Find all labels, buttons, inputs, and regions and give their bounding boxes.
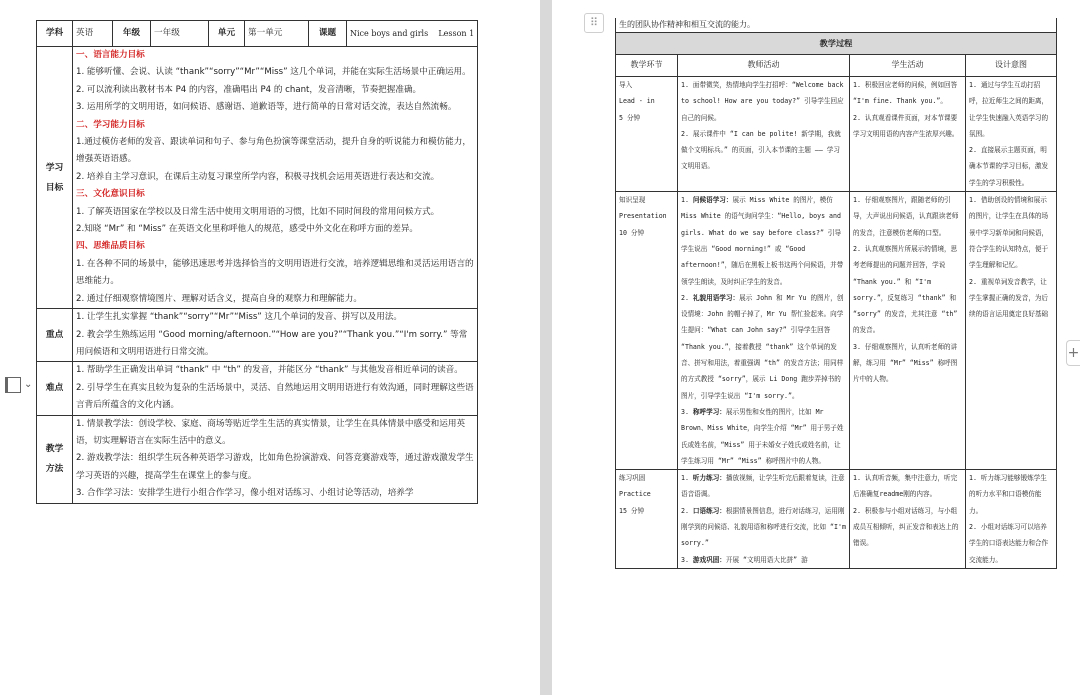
col-stage: 教学环节 <box>616 55 678 77</box>
key-points-label: 重点 <box>37 309 73 362</box>
method-label-line1: 教学 <box>45 444 64 455</box>
goals-label-line1: 学习 <box>45 162 64 173</box>
key-point: 1. 让学生扎实掌握 “thank”“sorry”“Mr”“Miss” 这几个单词的发音、拼写以及用法。 <box>76 312 402 323</box>
step-title: 礼貌用语学习： <box>692 293 740 302</box>
step-title: 游戏巩固： <box>692 555 726 564</box>
goal-item: 1. 在各种不同的场景中，能够迅速思考并选择恰当的文明用语进行交流，培养逻辑思维和灵活运用语言的思维能力。 <box>76 258 474 287</box>
banner-row <box>616 33 1057 55</box>
goal-item: 3. 运用所学的文明用语，如问候语、感谢语、道歉语等，进行简单的日常对话交流，表达自然流畅。 <box>76 102 457 113</box>
key-points-row <box>37 309 478 362</box>
step-title: 问候语学习： <box>692 196 733 205</box>
lesson-label: 课题 <box>309 21 347 47</box>
step-title: 称呼学习： <box>692 407 726 416</box>
teacher-activity <box>678 192 850 470</box>
difficulty-content <box>73 362 478 415</box>
stage-cell <box>616 470 678 569</box>
drag-handle-icon[interactable]: ⠿ <box>584 13 604 33</box>
stage-cell <box>616 77 678 192</box>
method-label-line2: 方法 <box>45 464 64 475</box>
student-activity: 1. 仔细观察图片，跟随老师的引导，大声说出问候语，认真跟读老师的发音，注意模仿老师的口型。 2. 认真观察图片所展示的情境，思考老师提出的问题并回答，学说 “Thank you.” 和 “I'm sorry.”，反复练习 “thank” 和 “sorry” 的发音，尤其注意 “th” 的发音。 3. 仔细观察图片，认真听老师的讲解，练习用 “Mr” “Miss” 称呼图片中的人物。 <box>850 192 966 470</box>
design-intent: 1. 借助创设的情境和展示的图片，让学生在具体的场景中学习新单词和问候语，符合学生的认知特点，便于学生理解和记忆。 2. 重视单词发音教学，让学生掌握正确的发音，为后续的语言运用奠定良好基础 <box>966 192 1057 470</box>
plus-icon: + <box>1067 345 1080 361</box>
method-item: 3. 合作学习法：安排学生进行小组合作学习，像小组对话练习、小组讨论等活动，培养学 <box>76 488 414 499</box>
teacher-activity: 1. 面带微笑，热情地向学生打招呼：“Welcome back to school! How are you today?” 引导学生回应自己的问候。 2. 展示课件中 “I can be polite! 新学期，我就做个文明标兵。” 的页面，引入本节课的主题 —— 学习文明用语。 <box>678 77 850 192</box>
page-gutter <box>540 0 552 695</box>
goal-item: 1. 了解英语国家在学校以及日常生活中使用文明用语的习惯，比如不同时间段的常用问候方式。 <box>76 206 440 217</box>
student-activity: 1. 积极回应老师的问候，例如回答 “I'm fine. Thank you.”。 2. 认真观看课件页面，对本节课要学习文明用语的内容产生浓厚兴趣。 <box>850 77 966 192</box>
col-teacher: 教师活动 <box>678 55 850 77</box>
step-text: 根据情景图信息，进行对话练习，运用刚刚学到的问候语、礼貌用语和称呼进行交流，比如 “I'm sorry.” <box>681 506 846 548</box>
process-row-practice <box>616 470 1057 569</box>
lesson-value: Nice boys and girls Lesson 1 <box>347 21 478 47</box>
grade-value: 一年级 <box>151 21 209 47</box>
chevron-down-icon: ⌄ <box>24 379 33 390</box>
difficulty-label: 难点 <box>37 362 73 415</box>
header-row <box>37 21 478 47</box>
method-content <box>73 415 478 503</box>
stage-english: Practice <box>619 490 651 499</box>
goal-item: 2. 通过仔细观察情境图片、理解对话含义，提高自身的观察力和理解能力。 <box>76 293 362 304</box>
step-text: 展示 John 和 Mr Yu 的图片，创设情境：John 的帽子掉了，Mr Yu 帮忙捡起来。向学生提问：“What can John say?” 引导学生回答 “Thank you.”，接着教授 “thank” 这个单词的发音、拼写和用法，着重强调 “th” 的发音方法；用同样的方式教授 “sorry”，展示 Li Dong 跑步弄掉书的图片，引导学生说出 “I'm sorry.”。 <box>681 293 844 400</box>
step-title: 听力练习： <box>692 474 726 483</box>
teacher-step: 1. 听力练习：播放视频，让学生听完后跟着复读，注意语音语调。 <box>681 474 845 499</box>
goal-item: 2. 可以流利读出教材书本 P4 的内容，准确唱出 P4 的 chant，发音清晰，节奏把握准确。 <box>76 84 422 95</box>
difficulty-point: 2. 引导学生在真实且较为复杂的生活场景中，灵活、自然地运用文明用语进行有效沟通，同时理解这些语言背后所蕴含的文化内涵。 <box>76 382 474 411</box>
teacher-step: 2. 口语练习：根据情景图信息，进行对话练习，运用刚刚学到的问候语、礼貌用语和称呼进行交流，比如 “I'm sorry.” <box>681 506 846 548</box>
teacher-step: 3. 游戏巩固：开展 “文明用语大比拼” 游 <box>681 555 808 564</box>
step-text: 展示 Miss White 的图片，模仿 Miss White 的语气询问学生：“Hello, boys and girls. What do we say before class?” 引导学生说出 “Good morning!” 或 “Good afternoon!”，随后在黑板上板书这两个问候语，并带领学生朗读，及时纠正学生的发音。 <box>681 196 844 286</box>
goal-item: 2. 培养自主学习意识，在课后主动复习课堂所学内容，积极寻找机会运用英语进行表达和交流。 <box>76 171 440 182</box>
student-activity: 1. 认真听音频，集中注意力，听完后准确复readme刚的内容。 2. 积极参与小组对话练习，与小组成员互相倾听，纠正发音和表达上的错误。 <box>850 470 966 569</box>
stage-duration: 5 分钟 <box>619 113 641 122</box>
key-points-content <box>73 309 478 362</box>
method-row <box>37 415 478 503</box>
step-title: 口语练习： <box>692 506 726 515</box>
goal-item: 2.知晓 “Mr” 和 “Miss” 在英语文化里称呼他人的规范，感受中外文化在称呼方面的差异。 <box>76 224 419 235</box>
method-label <box>37 415 73 503</box>
stage-english: Lead - in <box>619 97 655 106</box>
subject-label: 学科 <box>37 21 73 47</box>
difficulty-row <box>37 362 478 415</box>
col-student: 学生活动 <box>850 55 966 77</box>
stage-name: 知识呈现 <box>619 196 646 205</box>
teacher-step: 2. 礼貌用语学习：展示 John 和 Mr Yu 的图片，创设情境：John 的帽子掉了，Mr Yu 帮忙捡起来。向学生提问：“What can John say?” 引导学生回答 “Thank you.”，接着教授 “thank” 这个单词的发音、拼写和用法，着重强调 “th” 的发音方法；用同样的方式教授 “sorry”，展示 Li Dong 跑步弄掉书的图片，引导学生说出 “I'm sorry.”。 <box>681 293 844 400</box>
process-banner: 教学过程 <box>616 33 1057 55</box>
column-header-row <box>616 55 1057 77</box>
difficulty-point: 1. 帮助学生正确发出单词 “thank” 中 “th” 的发音，并能区分 “thank” 与其他发音相近单词的读音。 <box>76 365 463 376</box>
goal-heading: 二、学习能力目标 <box>76 119 145 130</box>
process-row-leadin <box>616 77 1057 192</box>
step-text: 播放视频，让学生听完后跟着复读，注意语音语调。 <box>681 474 845 499</box>
outline-icon <box>5 377 21 393</box>
carryover-row <box>616 18 1057 33</box>
goals-label-line2: 目标 <box>45 182 64 193</box>
key-point: 2. 教会学生熟练运用 “Good morning/afternoon.”“How are you?”“Thank you.”“I'm sorry.” 等常用问候语和文明用语进行日常交流。 <box>76 329 468 357</box>
stage-cell <box>616 192 678 470</box>
unit-label: 单元 <box>209 21 245 47</box>
stage-name: 导入 <box>619 81 633 89</box>
stage-english: Presentation <box>619 212 667 221</box>
stage-duration: 15 分钟 <box>619 506 645 515</box>
teacher-activity <box>678 470 850 569</box>
subject-value: 英语 <box>73 21 113 47</box>
step-text: 开展 “文明用语大比拼” 游 <box>725 555 808 564</box>
method-item: 2. 游戏教学法：组织学生玩各种英语学习游戏，比如角色扮演游戏、问答竞赛游戏等，通过游戏激发学生学习英语的兴趣，提高学生在课堂上的参与度。 <box>76 453 474 481</box>
teacher-step: 3. 称呼学习：展示男性和女性的图片，比如 Mr Brown、Miss White，向学生介绍 “Mr” 用于男子姓氏或姓名前，“Miss” 用于未婚女子姓氏或姓名前，让学生练习用 “Mr” “Miss” 称呼图片中的人物。 <box>681 407 844 465</box>
goals-content <box>73 47 478 309</box>
stage-duration: 10 分钟 <box>619 228 645 237</box>
carryover-text: 生的团队协作精神和相互交流的能力。 <box>616 18 1057 33</box>
goal-heading: 三、文化意识目标 <box>76 189 145 200</box>
design-intent: 1. 听力练习能够锻炼学生的听力水平和口语模仿能力。 2. 小组对话练习可以培养学生的口语表达能力和合作交流能力。 <box>966 470 1057 569</box>
unit-value: 第一单元 <box>245 21 309 47</box>
stage-name: 练习巩固 <box>619 474 646 483</box>
add-block-button[interactable] <box>1066 340 1080 366</box>
teaching-process-table <box>615 18 1057 569</box>
grade-label: 年级 <box>113 21 151 47</box>
goal-item: 1.通过模仿老师的发音、跟读单词和句子、参与角色扮演等课堂活动，提升自身的听说能力和模仿能力，增强英语语感。 <box>76 137 471 165</box>
step-text: 展示男性和女性的图片，比如 Mr Brown、Miss White，向学生介绍 “Mr” 用于男子姓氏或姓名前，“Miss” 用于未婚女子姓氏或姓名前，让学生练习用 “Mr” “Miss” 称呼图片中的人物。 <box>681 407 844 465</box>
goals-label <box>37 47 73 309</box>
teacher-step: 1. 问候语学习：展示 Miss White 的图片，模仿 Miss White 的语气询问学生：“Hello, boys and girls. What do we say before class?” 引导学生说出 “Good morning!” 或 “Good afternoon!”，随后在黑板上板书这两个问候语，并带领学生朗读，及时纠正学生的发音。 <box>681 196 844 286</box>
outline-toggle-button[interactable] <box>3 373 43 397</box>
col-intent: 设计意图 <box>966 55 1057 77</box>
process-row-presentation <box>616 192 1057 470</box>
goal-heading: 四、思维品质目标 <box>76 241 145 252</box>
method-item: 1. 情景教学法：创设学校、家庭、商场等贴近学生生活的真实情景，让学生在具体情景中感受和运用英语，切实理解语言在实际生活中的意义。 <box>76 418 466 446</box>
goal-item: 1. 能够听懂、会说、认读 “thank”“sorry”“Mr”“Miss” 这几个单词，并能在实际生活场景中正确运用。 <box>76 67 471 78</box>
goals-row <box>37 47 478 309</box>
design-intent: 1. 通过与学生互动打招呼，拉近师生之间的距离，让学生快速融入英语学习的氛围。 2. 直接展示主题页面，明确本节课的学习目标，激发学生的学习积极性。 <box>966 77 1057 192</box>
lesson-plan-table <box>36 20 478 504</box>
goal-heading: 一、语言能力目标 <box>76 50 145 60</box>
